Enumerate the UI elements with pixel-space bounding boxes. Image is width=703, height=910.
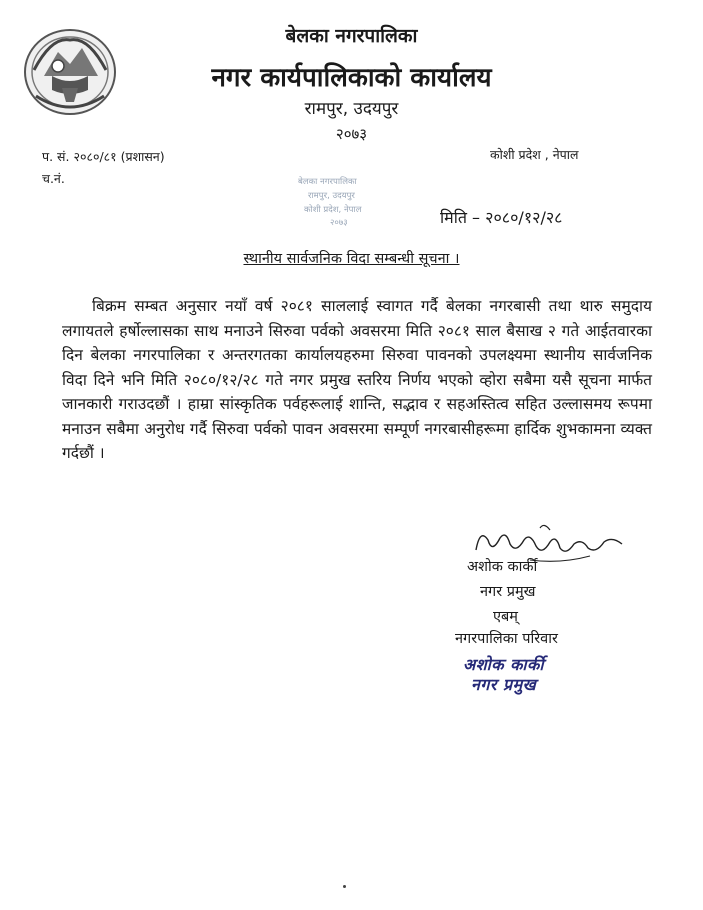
stamp-line: २०७३ [330,218,348,228]
province-label: कोशी प्रदेश , नेपाल [490,147,579,162]
notice-body: बिक्रम सम्बत अनुसार नयाँ वर्ष २०८१ साललाई स्वागत गर्दै बेलका नगरबासी तथा थारु समुदाय लगायतले हर्षोल्लासका साथ मनाउने सिरुवा पर्वको अवसरमा मिति २०८१ साल बैसाख २ गते आईतवारका दिन बेलका नगरपालिका र अन्तरगतका कार्यालयहरुमा सिरुवा पावनको उपलक्ष्यमा स्थानीय सार्वजनिक विदा दिने भनि मिति २०८०/१२/२८ गते नगर प्रमुख स्तरिय निर्णय भएको व्हाेरा सबैमा यसै सूचना मार्फत जानकारी गराउदछौं । हाम्रा सांस्कृतिक पर्वहरूलाई शान्ति, सद्भाव र सहअस्तित्व सहित उल्लासमय रूपमा मनाउन सबैमा अनुरोध गर्दै सिरुवा पर्वको पावन अवसरमा सम्पूर्ण नगरबासीहरूमा हार्दिक शुभकामना व्यक्त गर्दछौं । [62,297,652,462]
notice-subject: स्थानीय सार्वजनिक विदा सम्बन्धी सूचना । [243,251,460,267]
office-title: नगर कार्यपालिकाको कार्यालय [211,63,492,93]
stamp-line: बेलका नगरपालिका [298,177,357,187]
name-stamp: अशोक कार्की [463,655,544,674]
page-mark [343,885,346,888]
stamp-line: रामपुर, उदयपुर [308,191,355,201]
dispatch-number: च.नं. [42,171,65,186]
established-year: २०७३ [335,125,368,143]
signer-name: अशोक कार्की [467,559,538,575]
office-stamp [290,170,400,230]
municipality-family: नगरपालिका परिवार [455,631,558,647]
role-stamp: नगर प्रमुख [471,675,537,694]
org-name: बेलका नगरपालिका [285,25,418,47]
notice-date: मिति – २०८०/१२/२८ [440,208,563,227]
stamp-line: कोशी प्रदेश, नेपाल [304,205,362,215]
signer-role: नगर प्रमुख [480,584,536,600]
conjunction-text: एबम् [493,609,518,625]
reference-number: प. सं. २०८०/८१ (प्रशासन) [42,149,165,164]
office-address: रामपुर, उदयपुर [304,99,399,119]
